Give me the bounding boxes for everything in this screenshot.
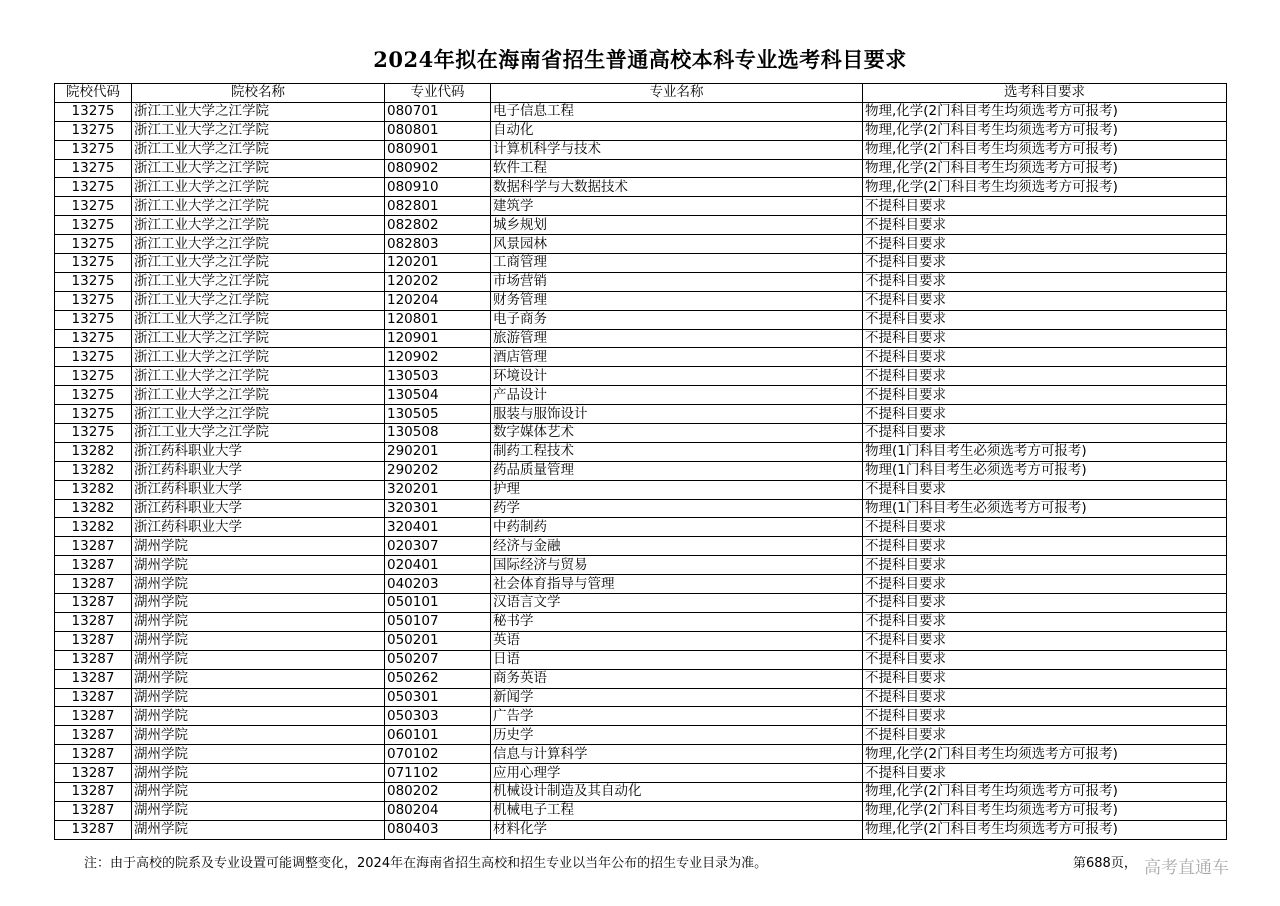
school-code-cell: 13275 xyxy=(55,216,132,235)
major-code-cell: 080403 xyxy=(385,820,491,839)
subject-requirement-cell: 物理,化学(2门科目考生均须选考方可报考) xyxy=(863,159,1227,178)
major-code-cell: 320201 xyxy=(385,480,491,499)
subject-requirement-cell: 不提科目要求 xyxy=(863,631,1227,650)
major-name-cell: 市场营销 xyxy=(491,272,863,291)
school-name-cell: 浙江药科职业大学 xyxy=(132,499,385,518)
school-code-cell: 13275 xyxy=(55,272,132,291)
school-name-cell: 浙江药科职业大学 xyxy=(132,442,385,461)
subject-requirement-cell: 物理(1门科目考生必须选考方可报考) xyxy=(863,442,1227,461)
school-code-cell: 13275 xyxy=(55,329,132,348)
school-name-cell: 湖州学院 xyxy=(132,537,385,556)
table-row xyxy=(55,820,1227,839)
table-row xyxy=(55,310,1227,329)
subject-requirement-cell: 不提科目要求 xyxy=(863,594,1227,613)
major-name-cell: 汉语言文学 xyxy=(491,594,863,613)
school-code-cell: 13287 xyxy=(55,820,132,839)
major-code-cell: 050301 xyxy=(385,688,491,707)
school-code-cell: 13287 xyxy=(55,612,132,631)
table-row xyxy=(55,707,1227,726)
table-row xyxy=(55,688,1227,707)
major-name-cell: 药品质量管理 xyxy=(491,461,863,480)
major-code-cell: 120901 xyxy=(385,329,491,348)
school-name-cell: 湖州学院 xyxy=(132,801,385,820)
table-row xyxy=(55,197,1227,216)
school-code-cell: 13275 xyxy=(55,310,132,329)
watermark: 高考直通车 xyxy=(1144,858,1229,878)
school-code-cell: 13287 xyxy=(55,764,132,783)
school-name-cell: 浙江工业大学之江学院 xyxy=(132,140,385,159)
subject-requirement-cell: 物理,化学(2门科目考生均须选考方可报考) xyxy=(863,801,1227,820)
table-row xyxy=(55,442,1227,461)
school-name-cell: 浙江工业大学之江学院 xyxy=(132,367,385,386)
major-code-cell: 082802 xyxy=(385,216,491,235)
school-code-cell: 13287 xyxy=(55,782,132,801)
school-name-cell: 湖州学院 xyxy=(132,764,385,783)
subject-requirement-cell: 不提科目要求 xyxy=(863,764,1227,783)
table-row xyxy=(55,461,1227,480)
table-row xyxy=(55,537,1227,556)
subject-requirement-cell: 物理(1门科目考生必须选考方可报考) xyxy=(863,499,1227,518)
school-code-cell: 13287 xyxy=(55,801,132,820)
major-name-cell: 数字媒体艺术 xyxy=(491,424,863,443)
subject-requirement-cell: 物理,化学(2门科目考生均须选考方可报考) xyxy=(863,745,1227,764)
subject-requirement-cell: 物理(1门科目考生必须选考方可报考) xyxy=(863,461,1227,480)
table-row xyxy=(55,291,1227,310)
subject-requirement-cell: 不提科目要求 xyxy=(863,575,1227,594)
major-code-cell: 071102 xyxy=(385,764,491,783)
school-code-cell: 13275 xyxy=(55,424,132,443)
header-subject-requirement: 选考科目要求 xyxy=(863,84,1227,103)
footnote: 注：由于高校的院系及专业设置可能调整变化，2024年在海南省招生高校和招生专业以当年公布的招生专业目录为准。 xyxy=(84,856,768,871)
table-row xyxy=(55,121,1227,140)
school-code-cell: 13282 xyxy=(55,461,132,480)
header-school-code: 院校代码 xyxy=(55,84,132,103)
school-code-cell: 13275 xyxy=(55,291,132,310)
table-row xyxy=(55,235,1227,254)
school-name-cell: 湖州学院 xyxy=(132,820,385,839)
table-row xyxy=(55,669,1227,688)
table-row xyxy=(55,612,1227,631)
school-code-cell: 13275 xyxy=(55,121,132,140)
major-code-cell: 080910 xyxy=(385,178,491,197)
major-name-cell: 药学 xyxy=(491,499,863,518)
subject-requirement-cell: 不提科目要求 xyxy=(863,726,1227,745)
major-code-cell: 320401 xyxy=(385,518,491,537)
major-name-cell: 机械设计制造及其自动化 xyxy=(491,782,863,801)
table-row xyxy=(55,424,1227,443)
school-code-cell: 13275 xyxy=(55,159,132,178)
school-code-cell: 13275 xyxy=(55,235,132,254)
school-code-cell: 13275 xyxy=(55,367,132,386)
table-row xyxy=(55,216,1227,235)
table-row xyxy=(55,726,1227,745)
major-name-cell: 环境设计 xyxy=(491,367,863,386)
major-name-cell: 材料化学 xyxy=(491,820,863,839)
subject-requirement-cell: 不提科目要求 xyxy=(863,310,1227,329)
school-code-cell: 13287 xyxy=(55,688,132,707)
school-code-cell: 13287 xyxy=(55,575,132,594)
subject-requirement-cell: 不提科目要求 xyxy=(863,688,1227,707)
table-body xyxy=(55,102,1227,839)
subject-requirement-cell: 不提科目要求 xyxy=(863,518,1227,537)
school-name-cell: 浙江工业大学之江学院 xyxy=(132,272,385,291)
major-code-cell: 120801 xyxy=(385,310,491,329)
page-title: 2024年拟在海南省招生普通高校本科专业选考科目要求 xyxy=(373,47,907,72)
school-name-cell: 浙江工业大学之江学院 xyxy=(132,216,385,235)
subject-requirement-cell: 不提科目要求 xyxy=(863,612,1227,631)
school-name-cell: 浙江工业大学之江学院 xyxy=(132,235,385,254)
major-code-cell: 320301 xyxy=(385,499,491,518)
table-row xyxy=(55,329,1227,348)
major-code-cell: 050207 xyxy=(385,650,491,669)
major-name-cell: 中药制药 xyxy=(491,518,863,537)
school-name-cell: 浙江工业大学之江学院 xyxy=(132,405,385,424)
school-code-cell: 13287 xyxy=(55,745,132,764)
table-row xyxy=(55,367,1227,386)
table-row xyxy=(55,178,1227,197)
school-name-cell: 浙江药科职业大学 xyxy=(132,480,385,499)
major-name-cell: 服装与服饰设计 xyxy=(491,405,863,424)
school-name-cell: 湖州学院 xyxy=(132,612,385,631)
major-code-cell: 040203 xyxy=(385,575,491,594)
school-code-cell: 13275 xyxy=(55,386,132,405)
subject-requirement-cell: 不提科目要求 xyxy=(863,367,1227,386)
major-name-cell: 制药工程技术 xyxy=(491,442,863,461)
school-code-cell: 13275 xyxy=(55,405,132,424)
major-name-cell: 机械电子工程 xyxy=(491,801,863,820)
school-code-cell: 13287 xyxy=(55,707,132,726)
major-name-cell: 财务管理 xyxy=(491,291,863,310)
major-name-cell: 电子商务 xyxy=(491,310,863,329)
header-major-code: 专业代码 xyxy=(385,84,491,103)
table-row xyxy=(55,102,1227,121)
table-row xyxy=(55,499,1227,518)
major-code-cell: 120201 xyxy=(385,254,491,273)
major-code-cell: 060101 xyxy=(385,726,491,745)
major-name-cell: 英语 xyxy=(491,631,863,650)
school-code-cell: 13287 xyxy=(55,631,132,650)
major-code-cell: 070102 xyxy=(385,745,491,764)
major-code-cell: 080202 xyxy=(385,782,491,801)
school-code-cell: 13275 xyxy=(55,102,132,121)
subject-requirement-cell: 不提科目要求 xyxy=(863,650,1227,669)
subject-requirement-cell: 不提科目要求 xyxy=(863,291,1227,310)
major-name-cell: 秘书学 xyxy=(491,612,863,631)
major-name-cell: 软件工程 xyxy=(491,159,863,178)
table-row xyxy=(55,631,1227,650)
subject-requirement-cell: 不提科目要求 xyxy=(863,480,1227,499)
major-name-cell: 新闻学 xyxy=(491,688,863,707)
major-name-cell: 护理 xyxy=(491,480,863,499)
school-name-cell: 湖州学院 xyxy=(132,575,385,594)
major-code-cell: 050303 xyxy=(385,707,491,726)
major-code-cell: 290202 xyxy=(385,461,491,480)
school-name-cell: 浙江工业大学之江学院 xyxy=(132,178,385,197)
table-row xyxy=(55,159,1227,178)
subject-requirement-cell: 不提科目要求 xyxy=(863,537,1227,556)
table-header-row xyxy=(55,84,1227,103)
subject-requirement-cell: 不提科目要求 xyxy=(863,272,1227,291)
school-code-cell: 13287 xyxy=(55,594,132,613)
subject-requirement-cell: 物理,化学(2门科目考生均须选考方可报考) xyxy=(863,782,1227,801)
school-name-cell: 湖州学院 xyxy=(132,707,385,726)
table-row xyxy=(55,405,1227,424)
school-code-cell: 13287 xyxy=(55,556,132,575)
table-row xyxy=(55,556,1227,575)
school-code-cell: 13287 xyxy=(55,726,132,745)
school-name-cell: 浙江工业大学之江学院 xyxy=(132,102,385,121)
major-code-cell: 130503 xyxy=(385,367,491,386)
school-name-cell: 浙江工业大学之江学院 xyxy=(132,386,385,405)
major-name-cell: 产品设计 xyxy=(491,386,863,405)
school-code-cell: 13282 xyxy=(55,518,132,537)
table-row xyxy=(55,782,1227,801)
major-code-cell: 290201 xyxy=(385,442,491,461)
subject-requirement-cell: 不提科目要求 xyxy=(863,386,1227,405)
major-name-cell: 国际经济与贸易 xyxy=(491,556,863,575)
major-name-cell: 工商管理 xyxy=(491,254,863,273)
school-name-cell: 浙江工业大学之江学院 xyxy=(132,159,385,178)
table-row xyxy=(55,480,1227,499)
school-name-cell: 浙江工业大学之江学院 xyxy=(132,329,385,348)
school-code-cell: 13287 xyxy=(55,669,132,688)
major-code-cell: 120902 xyxy=(385,348,491,367)
major-code-cell: 080801 xyxy=(385,121,491,140)
school-name-cell: 浙江工业大学之江学院 xyxy=(132,348,385,367)
major-name-cell: 应用心理学 xyxy=(491,764,863,783)
major-code-cell: 080701 xyxy=(385,102,491,121)
table-row xyxy=(55,594,1227,613)
major-code-cell: 120202 xyxy=(385,272,491,291)
subject-requirement-cell: 物理,化学(2门科目考生均须选考方可报考) xyxy=(863,102,1227,121)
school-name-cell: 湖州学院 xyxy=(132,688,385,707)
school-name-cell: 浙江工业大学之江学院 xyxy=(132,254,385,273)
table-row xyxy=(55,518,1227,537)
school-name-cell: 湖州学院 xyxy=(132,782,385,801)
school-name-cell: 湖州学院 xyxy=(132,669,385,688)
subject-requirement-cell: 不提科目要求 xyxy=(863,197,1227,216)
major-name-cell: 自动化 xyxy=(491,121,863,140)
table-row xyxy=(55,348,1227,367)
major-name-cell: 计算机科学与技术 xyxy=(491,140,863,159)
school-name-cell: 浙江工业大学之江学院 xyxy=(132,310,385,329)
major-code-cell: 130505 xyxy=(385,405,491,424)
school-code-cell: 13282 xyxy=(55,480,132,499)
subject-requirement-cell: 不提科目要求 xyxy=(863,556,1227,575)
school-name-cell: 浙江工业大学之江学院 xyxy=(132,424,385,443)
major-code-cell: 130504 xyxy=(385,386,491,405)
major-code-cell: 130508 xyxy=(385,424,491,443)
school-code-cell: 13287 xyxy=(55,537,132,556)
major-name-cell: 酒店管理 xyxy=(491,348,863,367)
school-code-cell: 13275 xyxy=(55,197,132,216)
major-code-cell: 050201 xyxy=(385,631,491,650)
table-row xyxy=(55,650,1227,669)
table-row xyxy=(55,254,1227,273)
subject-requirement-cell: 物理,化学(2门科目考生均须选考方可报考) xyxy=(863,178,1227,197)
school-name-cell: 湖州学院 xyxy=(132,726,385,745)
major-code-cell: 020307 xyxy=(385,537,491,556)
page-number: 第688页， xyxy=(1073,856,1137,871)
major-code-cell: 080204 xyxy=(385,801,491,820)
table-row xyxy=(55,272,1227,291)
header-major-name: 专业名称 xyxy=(491,84,863,103)
major-name-cell: 风景园林 xyxy=(491,235,863,254)
major-name-cell: 电子信息工程 xyxy=(491,102,863,121)
subject-requirement-cell: 不提科目要求 xyxy=(863,348,1227,367)
major-code-cell: 050101 xyxy=(385,594,491,613)
major-code-cell: 050262 xyxy=(385,669,491,688)
table-row xyxy=(55,386,1227,405)
major-code-cell: 120204 xyxy=(385,291,491,310)
table-row xyxy=(55,575,1227,594)
subject-requirement-cell: 不提科目要求 xyxy=(863,216,1227,235)
major-name-cell: 信息与计算科学 xyxy=(491,745,863,764)
major-name-cell: 商务英语 xyxy=(491,669,863,688)
major-name-cell: 社会体育指导与管理 xyxy=(491,575,863,594)
subject-requirement-cell: 不提科目要求 xyxy=(863,329,1227,348)
major-code-cell: 080901 xyxy=(385,140,491,159)
header-school-name: 院校名称 xyxy=(132,84,385,103)
school-name-cell: 湖州学院 xyxy=(132,556,385,575)
school-name-cell: 湖州学院 xyxy=(132,650,385,669)
school-code-cell: 13287 xyxy=(55,650,132,669)
subject-requirement-cell: 不提科目要求 xyxy=(863,254,1227,273)
school-name-cell: 浙江药科职业大学 xyxy=(132,461,385,480)
school-name-cell: 浙江工业大学之江学院 xyxy=(132,197,385,216)
school-name-cell: 浙江药科职业大学 xyxy=(132,518,385,537)
table-row xyxy=(55,764,1227,783)
school-code-cell: 13282 xyxy=(55,442,132,461)
subject-requirement-cell: 不提科目要求 xyxy=(863,405,1227,424)
major-name-cell: 旅游管理 xyxy=(491,329,863,348)
requirements-table xyxy=(54,83,1227,840)
table-row xyxy=(55,745,1227,764)
school-name-cell: 湖州学院 xyxy=(132,594,385,613)
subject-requirement-cell: 不提科目要求 xyxy=(863,235,1227,254)
major-code-cell: 080902 xyxy=(385,159,491,178)
table-row xyxy=(55,801,1227,820)
major-name-cell: 历史学 xyxy=(491,726,863,745)
school-code-cell: 13275 xyxy=(55,140,132,159)
major-name-cell: 城乡规划 xyxy=(491,216,863,235)
subject-requirement-cell: 物理,化学(2门科目考生均须选考方可报考) xyxy=(863,140,1227,159)
major-name-cell: 经济与金融 xyxy=(491,537,863,556)
major-code-cell: 020401 xyxy=(385,556,491,575)
subject-requirement-cell: 物理,化学(2门科目考生均须选考方可报考) xyxy=(863,121,1227,140)
major-code-cell: 082801 xyxy=(385,197,491,216)
subject-requirement-cell: 物理,化学(2门科目考生均须选考方可报考) xyxy=(863,820,1227,839)
major-name-cell: 数据科学与大数据技术 xyxy=(491,178,863,197)
major-code-cell: 082803 xyxy=(385,235,491,254)
major-name-cell: 日语 xyxy=(491,650,863,669)
school-code-cell: 13275 xyxy=(55,178,132,197)
major-name-cell: 建筑学 xyxy=(491,197,863,216)
subject-requirement-cell: 不提科目要求 xyxy=(863,707,1227,726)
school-code-cell: 13275 xyxy=(55,254,132,273)
school-code-cell: 13282 xyxy=(55,499,132,518)
school-name-cell: 浙江工业大学之江学院 xyxy=(132,291,385,310)
major-name-cell: 广告学 xyxy=(491,707,863,726)
school-name-cell: 浙江工业大学之江学院 xyxy=(132,121,385,140)
school-code-cell: 13275 xyxy=(55,348,132,367)
subject-requirement-cell: 不提科目要求 xyxy=(863,424,1227,443)
school-name-cell: 湖州学院 xyxy=(132,745,385,764)
major-code-cell: 050107 xyxy=(385,612,491,631)
table-row xyxy=(55,140,1227,159)
school-name-cell: 湖州学院 xyxy=(132,631,385,650)
subject-requirement-cell: 不提科目要求 xyxy=(863,669,1227,688)
